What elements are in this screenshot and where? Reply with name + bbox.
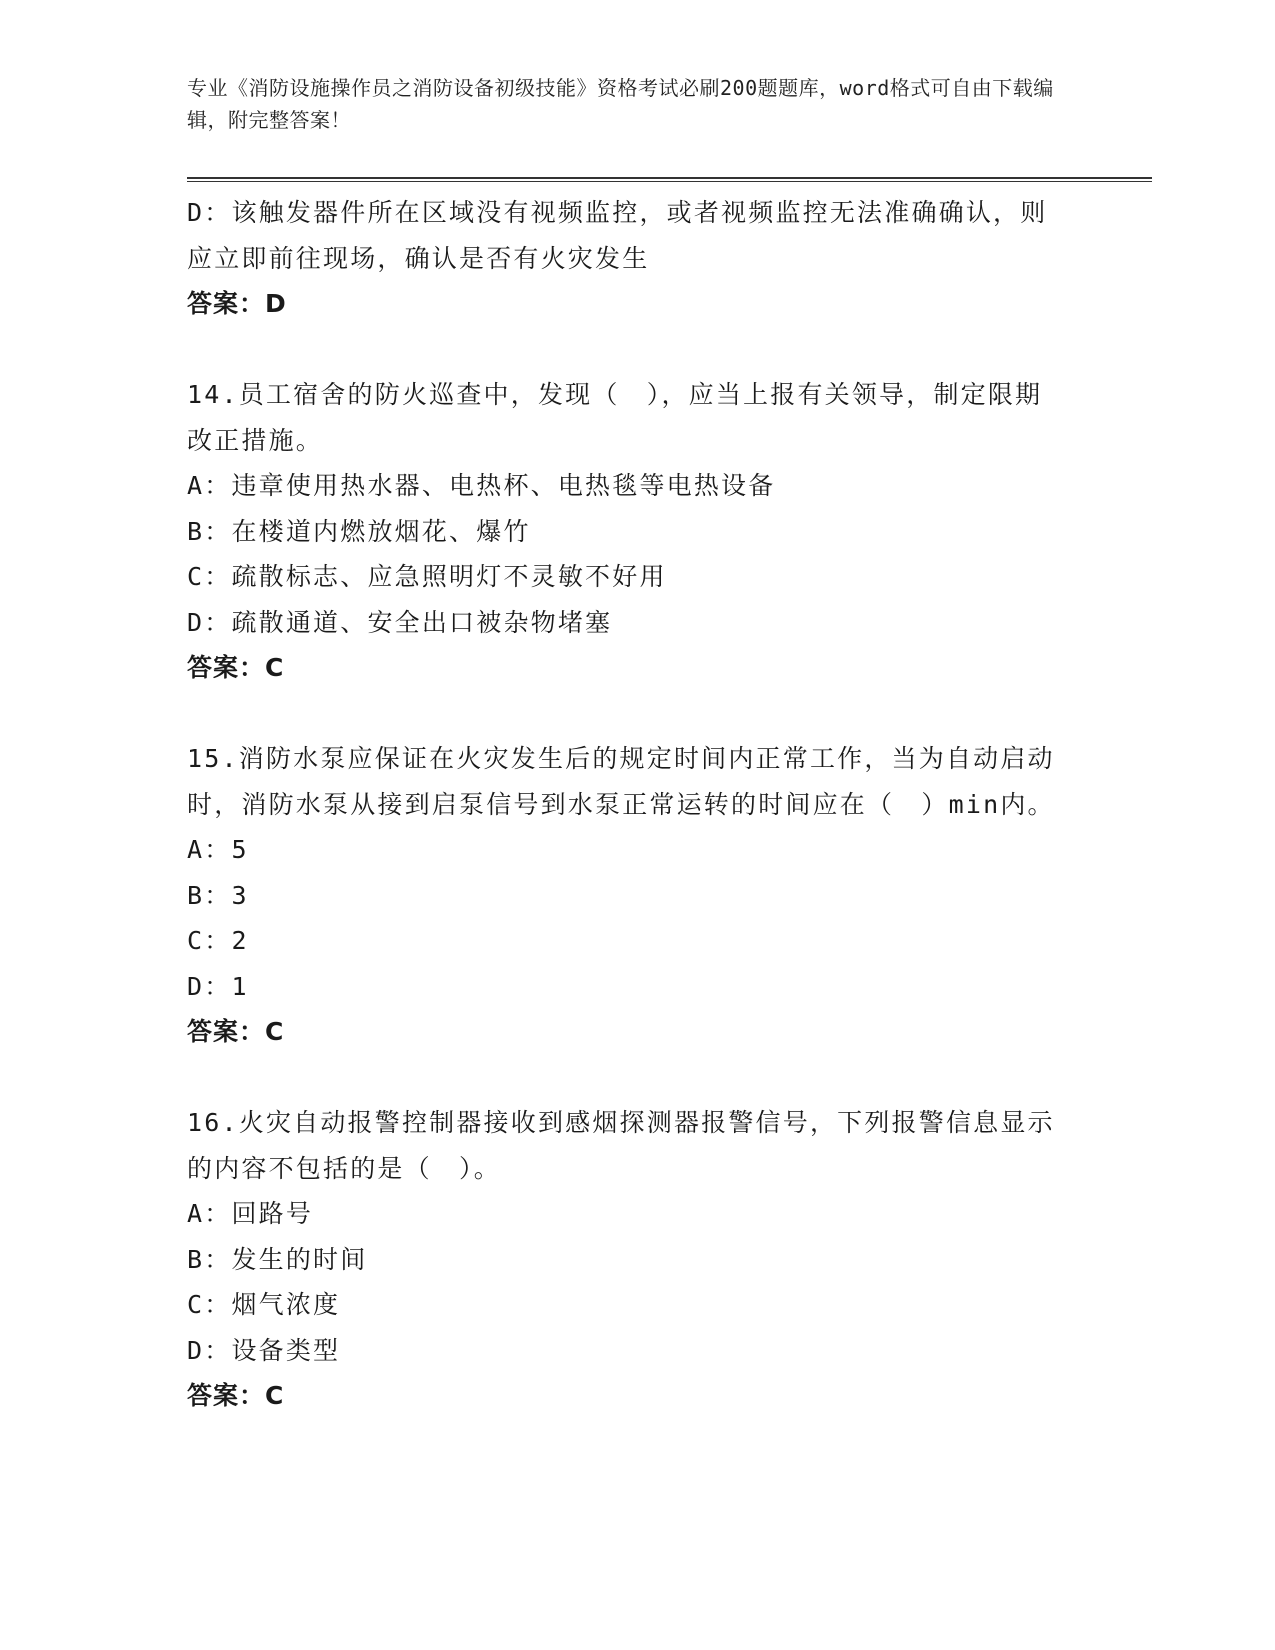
option-b: B：发生的时间 (187, 1244, 368, 1274)
option-a: A：回路号 (187, 1199, 314, 1228)
question-16 (187, 1100, 1067, 1419)
option-a: A：5 (187, 835, 249, 864)
document-header (187, 72, 1067, 136)
option-b: B：3 (187, 880, 249, 910)
option-a: A：违章使用热水器、电热杯、电热毯等电热设备 (187, 471, 776, 500)
question-stem: 16.火灾自动报警控制器接收到感烟探测器报警信号，下列报警信息显示的内容不包括的是（ ）。 (187, 1108, 1055, 1183)
option-d: D：该触发器件所在区域没有视频监控，或者视频监控无法准确确认，则应立即前往现场，确认是否有火灾发生 (187, 198, 1048, 273)
option-b: B：在楼道内燃放烟花、爆竹 (187, 516, 531, 546)
answer-line: 答案：D (187, 289, 287, 318)
option-c: C：烟气浓度 (187, 1290, 341, 1319)
header-text: 专业《消防设施操作员之消防设备初级技能》资格考试必刷200题题库，word格式可自由下载编辑，附完整答案！ (187, 76, 1054, 132)
option-c: C：2 (187, 926, 249, 955)
answer-line: 答案：C (187, 653, 285, 682)
header-divider (187, 177, 1152, 182)
question-14 (187, 372, 1067, 691)
question-15 (187, 736, 1067, 1055)
spacer (187, 327, 1067, 373)
answer-line: 答案：C (187, 1381, 285, 1410)
question-stem: 15.消防水泵应保证在火灾发生后的规定时间内正常工作，当为自动启动时，消防水泵从接到启泵信号到水泵正常运转的时间应在（ ）min内。 (187, 744, 1055, 819)
answer-line: 答案：C (187, 1017, 285, 1046)
option-d: D：疏散通道、安全出口被杂物堵塞 (187, 607, 613, 637)
option-d: D：设备类型 (187, 1335, 341, 1365)
question-stem: 14.员工宿舍的防火巡查中，发现（ ），应当上报有关领导，制定限期改正措施。 (187, 380, 1043, 455)
option-c: C：疏散标志、应急照明灯不灵敏不好用 (187, 562, 667, 591)
spacer (187, 1055, 1067, 1101)
spacer (187, 691, 1067, 737)
option-d: D：1 (187, 971, 249, 1001)
question-content (187, 190, 1067, 1419)
question-13-tail (187, 190, 1067, 327)
